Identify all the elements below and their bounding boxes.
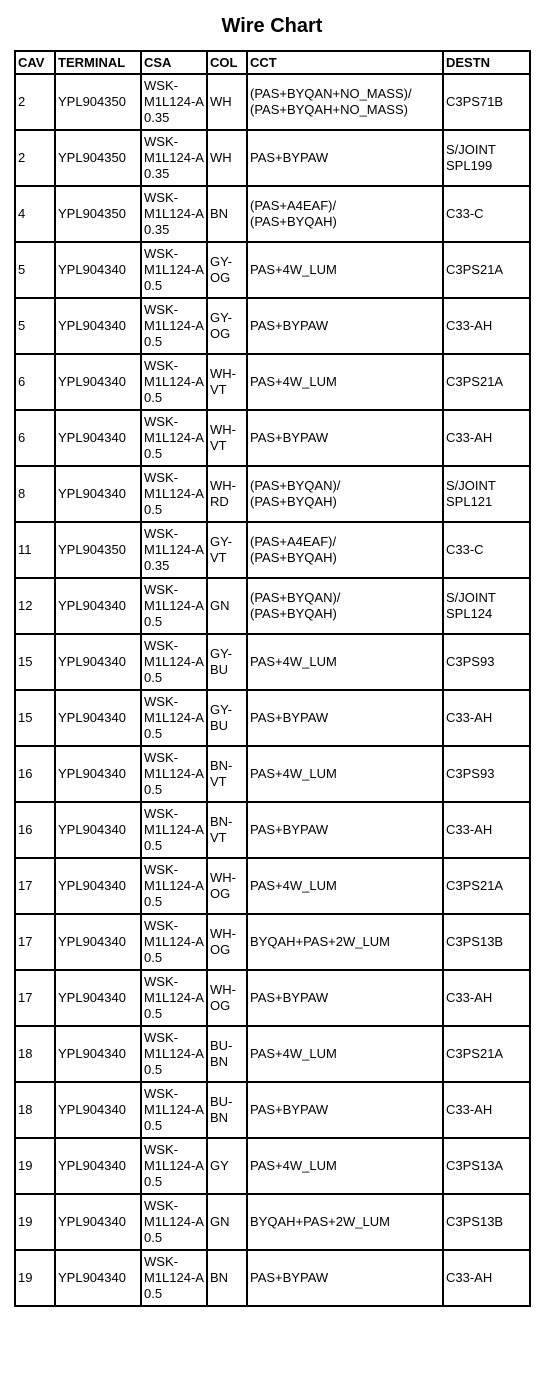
header-csa: CSA [141, 51, 207, 74]
cell-cct: PAS+4W_LUM [247, 354, 443, 410]
cell-terminal: YPL904340 [55, 914, 141, 970]
cell-destn: C3PS13A [443, 1138, 530, 1194]
cell-csa: WSK-M1L124-A 0.5 [141, 914, 207, 970]
cell-cav: 17 [15, 858, 55, 914]
cell-cct: (PAS+BYQAN+NO_MASS)/ (PAS+BYQAH+NO_MASS) [247, 74, 443, 130]
cell-terminal: YPL904340 [55, 858, 141, 914]
cell-csa: WSK-M1L124-A 0.5 [141, 634, 207, 690]
cell-cav: 11 [15, 522, 55, 578]
cell-col: GN [207, 1194, 247, 1250]
cell-destn: C33-AH [443, 1250, 530, 1306]
cell-csa: WSK-M1L124-A 0.35 [141, 186, 207, 242]
cell-cav: 17 [15, 914, 55, 970]
cell-col: GY-OG [207, 298, 247, 354]
header-cav: CAV [15, 51, 55, 74]
table-row [15, 746, 530, 802]
table-body [15, 74, 530, 1306]
cell-terminal: YPL904340 [55, 1250, 141, 1306]
cell-cav: 19 [15, 1138, 55, 1194]
cell-cct: PAS+4W_LUM [247, 242, 443, 298]
table-row [15, 74, 530, 130]
cell-col: BN [207, 186, 247, 242]
table-row [15, 354, 530, 410]
table-row [15, 1194, 530, 1250]
cell-terminal: YPL904340 [55, 970, 141, 1026]
cell-cct: PAS+4W_LUM [247, 746, 443, 802]
table-row [15, 298, 530, 354]
cell-destn: C3PS21A [443, 858, 530, 914]
cell-col: BN-VT [207, 802, 247, 858]
page-title: Wire Chart [221, 15, 323, 37]
cell-terminal: YPL904340 [55, 634, 141, 690]
cell-terminal: YPL904340 [55, 298, 141, 354]
table-row [15, 242, 530, 298]
cell-cav: 18 [15, 1026, 55, 1082]
cell-cct: PAS+4W_LUM [247, 858, 443, 914]
cell-terminal: YPL904340 [55, 1194, 141, 1250]
cell-col: BU-BN [207, 1026, 247, 1082]
cell-col: WH-OG [207, 858, 247, 914]
cell-cav: 19 [15, 1194, 55, 1250]
table-row [15, 690, 530, 746]
cell-cav: 2 [15, 130, 55, 186]
cell-cav: 4 [15, 186, 55, 242]
table-row [15, 914, 530, 970]
cell-cct: BYQAH+PAS+2W_LUM [247, 1194, 443, 1250]
cell-destn: C33-AH [443, 1082, 530, 1138]
cell-csa: WSK-M1L124-A 0.5 [141, 690, 207, 746]
cell-destn: C3PS13B [443, 914, 530, 970]
cell-cav: 6 [15, 410, 55, 466]
cell-destn: C33-AH [443, 690, 530, 746]
table-row [15, 1250, 530, 1306]
cell-col: WH [207, 74, 247, 130]
cell-destn: C33-AH [443, 410, 530, 466]
cell-terminal: YPL904340 [55, 242, 141, 298]
cell-csa: WSK-M1L124-A 0.5 [141, 1250, 207, 1306]
cell-cav: 17 [15, 970, 55, 1026]
cell-col: GY [207, 1138, 247, 1194]
cell-terminal: YPL904340 [55, 354, 141, 410]
cell-destn: S/JOINT SPL121 [443, 466, 530, 522]
cell-cct: PAS+BYPAW [247, 1250, 443, 1306]
table-row [15, 970, 530, 1026]
cell-csa: WSK-M1L124-A 0.5 [141, 1138, 207, 1194]
cell-col: BN [207, 1250, 247, 1306]
cell-csa: WSK-M1L124-A 0.5 [141, 746, 207, 802]
header-cct: CCT [247, 51, 443, 74]
cell-destn: C3PS93 [443, 634, 530, 690]
header-terminal: TERMINAL [55, 51, 141, 74]
cell-col: GY-BU [207, 634, 247, 690]
table-row [15, 410, 530, 466]
cell-destn: C33-AH [443, 970, 530, 1026]
cell-col: BN-VT [207, 746, 247, 802]
cell-terminal: YPL904340 [55, 690, 141, 746]
cell-col: GN [207, 578, 247, 634]
cell-destn: C33-AH [443, 298, 530, 354]
cell-terminal: YPL904340 [55, 1138, 141, 1194]
cell-cav: 18 [15, 1082, 55, 1138]
cell-csa: WSK-M1L124-A 0.5 [141, 466, 207, 522]
cell-col: WH-OG [207, 914, 247, 970]
cell-destn: C33-C [443, 522, 530, 578]
cell-cav: 5 [15, 298, 55, 354]
cell-terminal: YPL904350 [55, 522, 141, 578]
cell-csa: WSK-M1L124-A 0.35 [141, 130, 207, 186]
cell-cav: 2 [15, 74, 55, 130]
cell-destn: C33-C [443, 186, 530, 242]
cell-terminal: YPL904340 [55, 1082, 141, 1138]
cell-csa: WSK-M1L124-A 0.5 [141, 410, 207, 466]
cell-csa: WSK-M1L124-A 0.5 [141, 1026, 207, 1082]
table-row [15, 858, 530, 914]
cell-cct: PAS+BYPAW [247, 410, 443, 466]
cell-terminal: YPL904340 [55, 1026, 141, 1082]
cell-cct: (PAS+BYQAN)/ (PAS+BYQAH) [247, 578, 443, 634]
cell-col: WH-RD [207, 466, 247, 522]
cell-cct: PAS+BYPAW [247, 690, 443, 746]
cell-cav: 15 [15, 690, 55, 746]
cell-cct: (PAS+BYQAN)/ (PAS+BYQAH) [247, 466, 443, 522]
cell-col: WH-VT [207, 410, 247, 466]
cell-terminal: YPL904350 [55, 74, 141, 130]
header-col: COL [207, 51, 247, 74]
cell-terminal: YPL904340 [55, 746, 141, 802]
table-header-row [15, 51, 530, 74]
cell-csa: WSK-M1L124-A 0.5 [141, 970, 207, 1026]
cell-csa: WSK-M1L124-A 0.5 [141, 1194, 207, 1250]
cell-cav: 8 [15, 466, 55, 522]
table-row [15, 1082, 530, 1138]
cell-col: WH-VT [207, 354, 247, 410]
cell-cct: PAS+BYPAW [247, 298, 443, 354]
table-row [15, 1138, 530, 1194]
cell-csa: WSK-M1L124-A 0.35 [141, 74, 207, 130]
cell-csa: WSK-M1L124-A 0.5 [141, 578, 207, 634]
cell-cct: PAS+BYPAW [247, 802, 443, 858]
cell-csa: WSK-M1L124-A 0.5 [141, 354, 207, 410]
cell-destn: C3PS13B [443, 1194, 530, 1250]
table-row [15, 130, 530, 186]
cell-csa: WSK-M1L124-A 0.5 [141, 802, 207, 858]
cell-terminal: YPL904340 [55, 466, 141, 522]
cell-terminal: YPL904350 [55, 186, 141, 242]
cell-destn: C3PS21A [443, 354, 530, 410]
cell-cct: PAS+BYPAW [247, 130, 443, 186]
cell-cav: 6 [15, 354, 55, 410]
cell-terminal: YPL904340 [55, 578, 141, 634]
cell-cct: PAS+BYPAW [247, 970, 443, 1026]
cell-destn: S/JOINT SPL199 [443, 130, 530, 186]
cell-cct: (PAS+A4EAF)/ (PAS+BYQAH) [247, 522, 443, 578]
cell-terminal: YPL904350 [55, 130, 141, 186]
cell-cav: 12 [15, 578, 55, 634]
cell-cct: PAS+4W_LUM [247, 634, 443, 690]
cell-col: WH-OG [207, 970, 247, 1026]
table-row [15, 802, 530, 858]
cell-cav: 16 [15, 802, 55, 858]
cell-csa: WSK-M1L124-A 0.5 [141, 858, 207, 914]
cell-terminal: YPL904340 [55, 410, 141, 466]
cell-col: GY-VT [207, 522, 247, 578]
cell-destn: C33-AH [443, 802, 530, 858]
cell-destn: S/JOINT SPL124 [443, 578, 530, 634]
cell-cct: BYQAH+PAS+2W_LUM [247, 914, 443, 970]
cell-cav: 16 [15, 746, 55, 802]
cell-csa: WSK-M1L124-A 0.5 [141, 242, 207, 298]
cell-col: WH [207, 130, 247, 186]
cell-terminal: YPL904340 [55, 802, 141, 858]
cell-destn: C3PS71B [443, 74, 530, 130]
cell-cct: PAS+4W_LUM [247, 1138, 443, 1194]
cell-col: GY-OG [207, 242, 247, 298]
cell-cav: 5 [15, 242, 55, 298]
table-row [15, 466, 530, 522]
table-row [15, 1026, 530, 1082]
header-destn: DESTN [443, 51, 530, 74]
table-row [15, 634, 530, 690]
cell-destn: C3PS93 [443, 746, 530, 802]
cell-cct: PAS+4W_LUM [247, 1026, 443, 1082]
cell-destn: C3PS21A [443, 242, 530, 298]
table-row [15, 578, 530, 634]
table-row [15, 522, 530, 578]
cell-col: GY-BU [207, 690, 247, 746]
cell-csa: WSK-M1L124-A 0.5 [141, 298, 207, 354]
table-row [15, 186, 530, 242]
wire-table [14, 50, 531, 1307]
cell-csa: WSK-M1L124-A 0.35 [141, 522, 207, 578]
cell-col: BU-BN [207, 1082, 247, 1138]
cell-destn: C3PS21A [443, 1026, 530, 1082]
cell-cav: 15 [15, 634, 55, 690]
cell-csa: WSK-M1L124-A 0.5 [141, 1082, 207, 1138]
cell-cav: 19 [15, 1250, 55, 1306]
cell-cct: PAS+BYPAW [247, 1082, 443, 1138]
cell-cct: (PAS+A4EAF)/ (PAS+BYQAH) [247, 186, 443, 242]
